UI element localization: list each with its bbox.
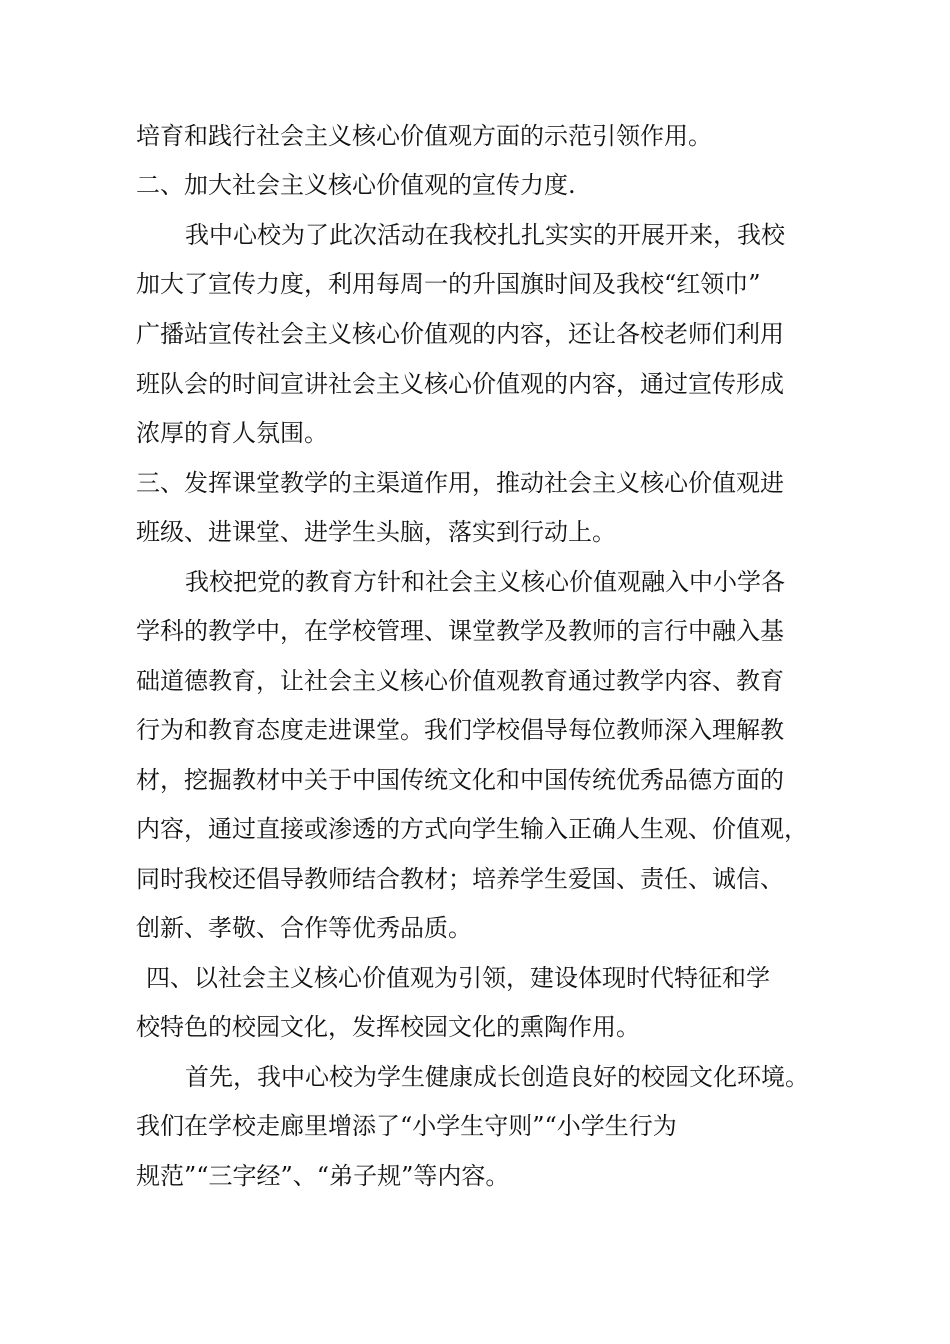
paragraph-line: 加大了宣传力度，利用每周一的升国旗时间及我校“红领巾”	[136, 270, 761, 298]
section-heading: 四、以社会主义核心价值观为引领，建设体现时代特征和学	[146, 964, 770, 992]
paragraph-line: 础道德教育，让社会主义核心价值观教育通过教学内容、教育	[136, 667, 784, 695]
section-heading: 三、发挥课堂教学的主渠道作用，推动社会主义核心价值观进	[136, 469, 784, 497]
paragraph-line: 材，挖掘教材中关于中国传统文化和中国传统优秀品德方面的	[136, 766, 784, 794]
paragraph-line: 规范”“三字经”、“弟子规”等内容。	[136, 1162, 510, 1190]
paragraph-line: 我们在学校走廊里增添了“小学生守则”“小学生行为	[136, 1112, 677, 1140]
paragraph-line: 学科的教学中，在学校管理、课堂教学及教师的言行中融入基	[136, 617, 784, 645]
paragraph-line: 我校把党的教育方针和社会主义核心价值观融入中小学各	[185, 568, 785, 596]
section-heading: 班级、进课堂、进学生头脑，落实到行动上。	[136, 518, 616, 546]
paragraph-line: 行为和教育态度走进课堂。我们学校倡导每位教师深入理解教	[136, 716, 784, 744]
paragraph-line: 创新、孝敬、合作等优秀品质。	[136, 914, 472, 942]
paragraph-line: 内容，通过直接或渗透的方式向学生输入正确人生观、价值观，	[136, 815, 808, 843]
paragraph-line: 广播站宣传社会主义核心价值观的内容，还让各校老师们利用	[136, 320, 784, 348]
paragraph-line: 同时我校还倡导教师结合教材；培养学生爱国、责任、诚信、	[136, 865, 784, 893]
paragraph-line: 班队会的时间宣讲社会主义核心价值观的内容，通过宣传形成	[136, 370, 784, 398]
paragraph-line: 浓厚的育人氛围。	[136, 419, 328, 447]
section-heading: 二、加大社会主义核心价值观的宣传力度.	[136, 171, 576, 199]
section-heading: 校特色的校园文化，发挥校园文化的熏陶作用。	[136, 1013, 640, 1041]
paragraph-line: 我中心校为了此次活动在我校扎扎实实的开展开来，我校	[185, 221, 785, 249]
paragraph-line: 首先，我中心校为学生健康成长创造良好的校园文化环境。	[185, 1063, 809, 1091]
text-line: 培育和践行社会主义核心价值观方面的示范引领作用。	[136, 122, 712, 150]
